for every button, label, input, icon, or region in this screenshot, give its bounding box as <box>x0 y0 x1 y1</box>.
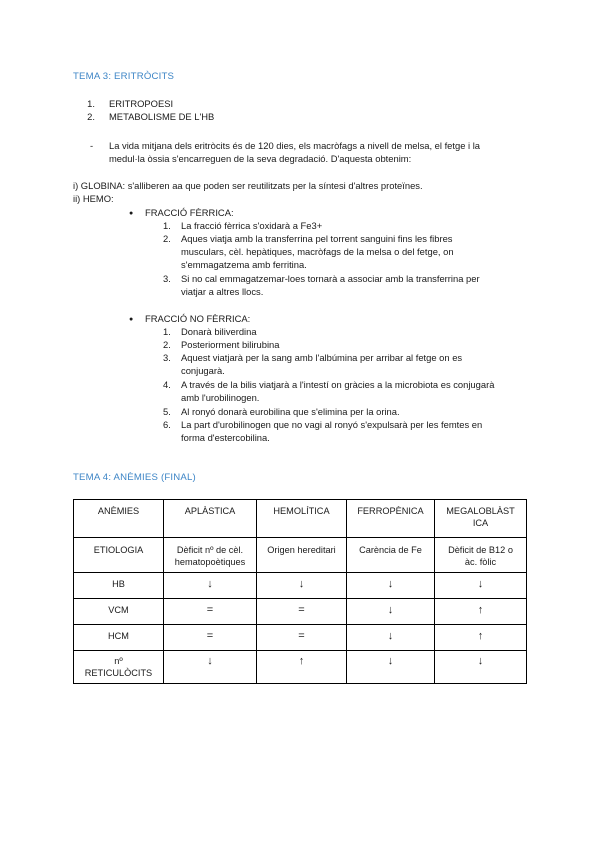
intro-line: La vida mitjana dels eritròcits és de 120 dies, els macròfags a nivell de melsa, el fetge i la <box>109 140 481 151</box>
tema4-heading: TEMA 4: ANÈMIES (FINAL) <box>73 472 196 483</box>
item-line: s'emmagatzema amb ferritina. <box>181 259 307 270</box>
item-number: 2. <box>163 233 171 244</box>
intro-dash: - <box>90 140 94 151</box>
table-row <box>74 538 527 573</box>
item-number: 3. <box>163 352 171 363</box>
header-cell: HEMOLÍTICA <box>257 500 347 538</box>
section-number: 1. <box>87 98 95 109</box>
list-item <box>163 351 463 376</box>
table-cell: Carència de Fe <box>347 538 435 573</box>
row-label: nº RETICULÒCITS <box>74 651 164 684</box>
list-item <box>163 338 280 351</box>
table-cell: ↑ <box>435 625 527 651</box>
table-cell: ↓ <box>435 651 527 684</box>
section-item: METABOLISME DE L'HB <box>109 111 215 122</box>
table-cell: ↑ <box>435 599 527 625</box>
tema3-heading: TEMA 3: ERITRÒCITS <box>73 71 175 82</box>
item-line: amb l'urobilinogen. <box>181 392 260 403</box>
item-line: viatjar a altres llocs. <box>181 286 264 297</box>
table-row <box>74 599 527 625</box>
list-item <box>163 272 480 297</box>
table-cell: = <box>164 599 257 625</box>
table-row <box>74 573 527 599</box>
table-cell: ↓ <box>347 625 435 651</box>
item-line: La part d'urobilinogen que no vagi al ronyó s'expulsarà per les femtes en <box>181 419 483 430</box>
row-label: HB <box>74 573 164 599</box>
globina-text: i) GLOBINA: s'alliberen aa que poden ser reutilitzats per la síntesi d'altres proteïnes. <box>73 180 423 191</box>
item-line: conjugarà. <box>181 365 225 376</box>
intro-line: medul·la òssia s'encarreguen de la seva degradació. D'aquesta obtenim: <box>109 153 412 164</box>
item-line: La fracció fèrrica s'oxidarà a Fe3+ <box>181 220 323 231</box>
table-cell: ↓ <box>347 651 435 684</box>
item-line: Aquest viatjarà per la sang amb l'albúmina per arribar al fetge on es <box>181 352 463 363</box>
list-item <box>163 232 454 270</box>
section-item: ERITROPOESI <box>109 98 174 109</box>
table-cell: ↓ <box>347 599 435 625</box>
table-cell: ↓ <box>164 651 257 684</box>
item-line: A través de la bilis viatjarà a l'intestí on gràcies a la microbiota es conjugarà <box>181 379 495 390</box>
row-label: ETIOLOGIA <box>74 538 164 573</box>
list-item <box>163 325 257 338</box>
table-cell: ↓ <box>257 573 347 599</box>
table-row <box>74 651 527 684</box>
item-line: Donarà biliverdina <box>181 326 257 337</box>
item-line: forma d'estercobilina. <box>181 432 270 443</box>
item-number: 5. <box>163 406 171 417</box>
row-label: VCM <box>74 599 164 625</box>
table-header-row <box>74 500 527 538</box>
item-line: Aques viatja amb la transferrina pel torrent sanguini fins les fibres <box>181 233 453 244</box>
table-row <box>74 625 527 651</box>
item-number: 3. <box>163 273 171 284</box>
bullet-icon: ● <box>129 210 134 217</box>
noferrica-title: FRACCIÓ NO FÈRRICA: <box>145 313 251 324</box>
table-cell: Dèficit de B12 o àc. fòlic <box>435 538 527 573</box>
section-list <box>73 97 373 127</box>
list-item <box>163 405 400 418</box>
table-cell: ↑ <box>257 651 347 684</box>
table-cell: = <box>164 625 257 651</box>
table-cell: ↓ <box>164 573 257 599</box>
header-cell: ANÈMIES <box>74 500 164 538</box>
table-cell: = <box>257 599 347 625</box>
item-number: 1. <box>163 220 171 231</box>
table-cell: = <box>257 625 347 651</box>
item-number: 6. <box>163 419 171 430</box>
table-cell: Origen hereditari <box>257 538 347 573</box>
header-cell: FERROPÈNICA <box>347 500 435 538</box>
item-line: musculars, cèl. hepàtiques, macròfags de la melsa o del fetge, on <box>181 246 454 257</box>
row-label: HCM <box>74 625 164 651</box>
list-item <box>163 219 323 232</box>
anemies-table <box>73 499 527 684</box>
list-item <box>163 378 495 403</box>
list-item <box>163 418 483 443</box>
hemo-label: ii) HEMO: <box>73 193 114 204</box>
header-cell: APLÀSTICA <box>164 500 257 538</box>
item-line: Si no cal emmagatzemar-loes tornarà a associar amb la transferrina per <box>181 273 480 284</box>
item-line: Posteriorment bilirubina <box>181 339 280 350</box>
table-cell: Dèficit nº de cèl. hematopoètiques <box>164 538 257 573</box>
item-number: 2. <box>163 339 171 350</box>
item-number: 4. <box>163 379 171 390</box>
item-line: Al ronyó donarà eurobilina que s'elimina per la orina. <box>181 406 400 417</box>
section-number: 2. <box>87 111 95 122</box>
item-number: 1. <box>163 326 171 337</box>
table-cell: ↓ <box>347 573 435 599</box>
table-cell: ↓ <box>435 573 527 599</box>
header-cell: MEGALOBLÀST ICA <box>435 500 527 538</box>
ferrica-title: FRACCIÓ FÈRRICA: <box>145 207 234 218</box>
bullet-icon: ● <box>129 316 134 323</box>
